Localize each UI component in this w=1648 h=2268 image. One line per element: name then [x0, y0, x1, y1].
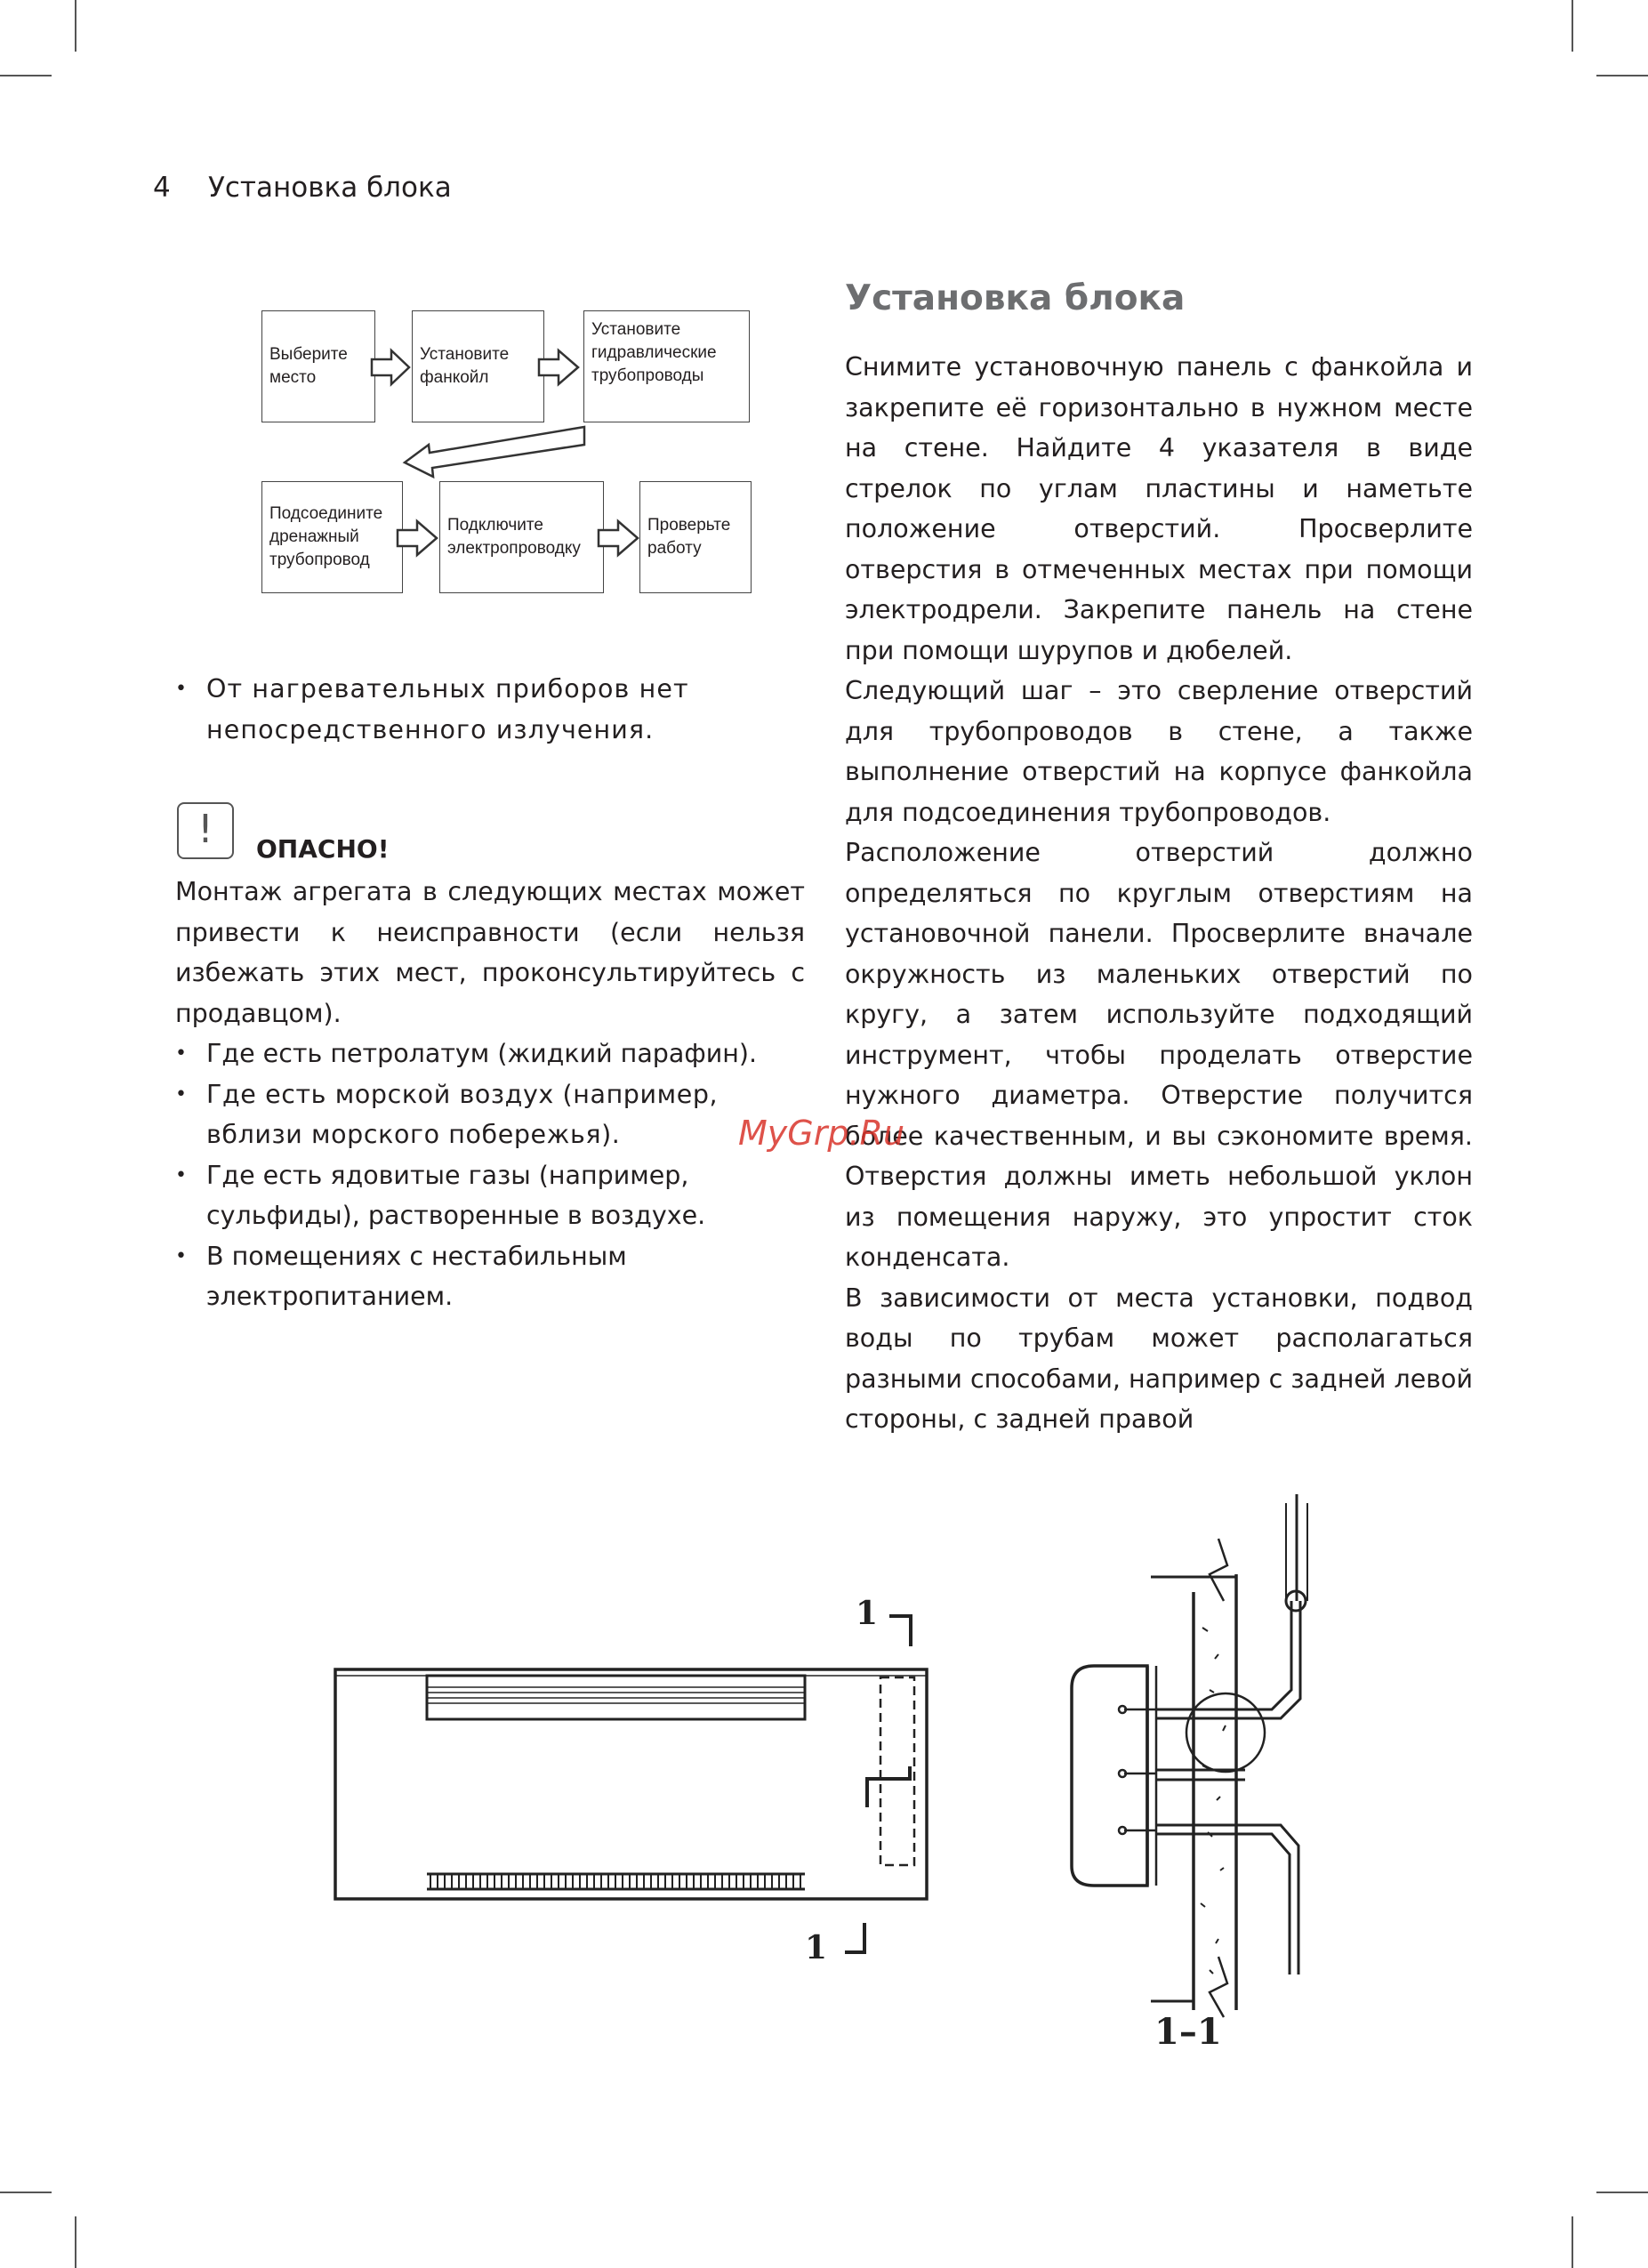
section-marker-icon: [889, 1616, 911, 1646]
crop-mark: [75, 0, 76, 52]
danger-section: [175, 872, 805, 1317]
flow-step-connect-wiring: Подключите электропроводку: [439, 481, 604, 593]
list-item: • От нагревательных приборов нет непосредственного излучения.: [175, 669, 805, 750]
crop-mark: [0, 75, 52, 76]
crop-mark: [1596, 2192, 1648, 2193]
flow-step-install-fancoil: Установите фанкойл: [412, 310, 544, 422]
list-item: • В помещениях с нестабильным электропитанием.: [175, 1236, 805, 1317]
danger-title: ОПАСНО!: [256, 834, 390, 864]
danger-text: Монтаж агрегата в следующих местах может привести к неисправности (если нельзя избежать этих мест, проконсультируйтесь с продавцом).: [175, 877, 805, 1028]
section-mark-label: 1: [805, 1929, 828, 1966]
arrow-right-icon: [372, 350, 409, 384]
page-number: 4: [153, 172, 171, 204]
dashed-panel: [880, 1677, 914, 1865]
crop-mark: [1572, 2216, 1573, 2268]
section-view-label: 1–1: [1154, 2011, 1222, 2053]
arrow-right-icon: [539, 350, 578, 384]
section-mark-label: 1: [856, 1595, 879, 1632]
crop-mark: [1596, 75, 1648, 76]
crop-mark: [0, 2192, 52, 2193]
paragraph: В зависимости от места установки, подвод воды по трубам может располагаться разными способами, например с задней левой стороны, с задней правой: [845, 1283, 1473, 1434]
bottom-grille: [427, 1874, 805, 1889]
list-item: • Где есть ядовитые газы (например, сульфиды), растворенные в воздухе.: [175, 1155, 805, 1236]
flow-step-connect-drain: Подсоедините дренажный трубопровод: [261, 481, 403, 593]
warning-exclamation-icon: !: [177, 802, 234, 859]
fancoil-front-view: [335, 1669, 927, 1899]
fancoil-side-view: [1072, 1666, 1147, 1886]
paragraph: Снимите установочную панель с фанкойла и закрепите её горизонтально в нужном месте на стене. Найдите 4 указателя в виде стрелок по углам пластины и наметьте положение отверстий. Просверлите отверстия в отмеченных местах при помощи электродрели. Закрепите панель на стене при помощи шурупов и дюбелей.: [845, 352, 1473, 665]
watermark: MyGrp.Ru: [738, 1114, 905, 1153]
header-section-title: Установка блока: [208, 172, 452, 204]
section-marker-icon: [867, 1766, 910, 1807]
flow-step-check-operation: Проверьте работу: [639, 481, 752, 593]
top-grille: [427, 1676, 805, 1719]
paragraph: Расположение отверстий должно определяться по круглым отверстиям на установочной панели. Просверлите вначале окружность из маленьких отверстий по кругу, а затем используйте подходящий инструмент, чтобы проделать отверстие нужного диаметра. Отверстие получится более качественным, и вы сэкономите время. Отверстия должны иметь небольшой уклон из помещения наружу, это упростит сток конденсата.: [845, 838, 1473, 1272]
section-marker-icon: [845, 1923, 864, 1952]
flow-step-choose-location: Выберите место: [261, 310, 375, 422]
paragraph: Следующий шаг – это сверление отверстий для трубопроводов в стене, а также выполнение отверстий на корпусе фанкойла для подсоединения трубопроводов.: [845, 676, 1473, 827]
left-bullet-list: [175, 669, 805, 750]
arrow-right-icon: [398, 521, 437, 555]
running-header: [153, 172, 452, 204]
crop-mark: [75, 2216, 76, 2268]
right-body-text: [845, 347, 1473, 1440]
arrow-return-icon: [405, 427, 584, 477]
section-view: [1072, 1494, 1307, 2017]
arrow-right-icon: [599, 521, 638, 555]
list-item: • Где есть морской воздух (например, вблизи морского побережья).: [175, 1074, 805, 1155]
flow-step-install-pipes: Установите гидравлические трубопроводы: [583, 310, 750, 422]
section-title: Установка блока: [845, 278, 1186, 318]
list-item: • Где есть петролатум (жидкий парафин).: [175, 1033, 805, 1074]
crop-mark: [1572, 0, 1573, 52]
